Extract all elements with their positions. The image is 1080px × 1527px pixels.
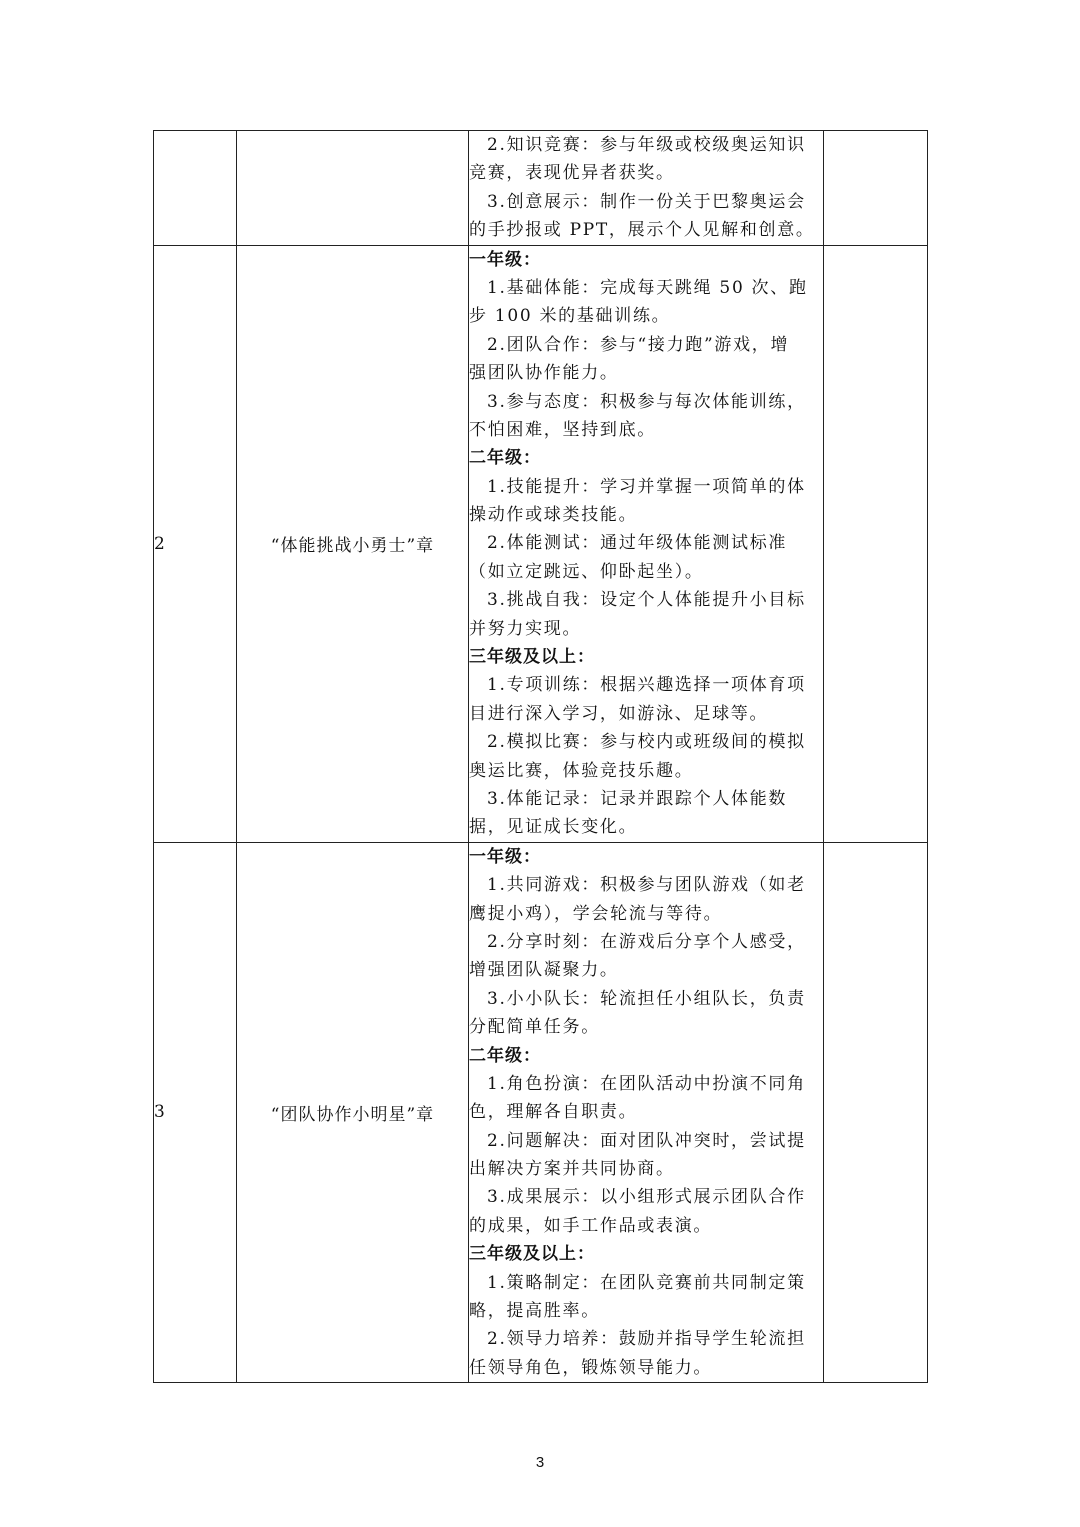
award-criteria-table (153, 130, 928, 1383)
criteria-item: 3.参与态度：积极参与每次体能训练， (487, 391, 806, 412)
page-number: 3 (535, 1454, 545, 1471)
criteria-item: 2.体能测试：通过年级体能测试标准 (487, 533, 788, 554)
criteria-item: 3.小小队长：轮流担任小组队长，负责 (487, 988, 806, 1009)
criteria-cell (469, 131, 824, 246)
criteria-item: 2.模拟比赛：参与校内或班级间的模拟 (487, 732, 806, 753)
criteria-item: 1.基础体能：完成每天跳绳 50 次、跑 (487, 277, 808, 298)
criteria-item: 1.技能提升：学习并掌握一项简单的体 (487, 476, 806, 497)
row-number-cell: 2 (154, 245, 237, 842)
badge-name-cell (237, 131, 469, 246)
criteria-item: 3.创意展示：制作一份关于巴黎奥运会 (487, 191, 806, 212)
criteria-item: 1.策略制定：在团队竞赛前共同制定策 (487, 1272, 806, 1293)
row-number-cell (154, 131, 237, 246)
criteria-item-continuation: 竞赛，表现优异者获奖。 (469, 163, 675, 184)
badge-name-cell: “体能挑战小勇士”章 (237, 245, 469, 842)
criteria-item-continuation: 操动作或球类技能。 (469, 505, 638, 526)
criteria-item-continuation: （如立定跳远、仰卧起坐）。 (469, 561, 704, 582)
grade-heading: 一年级： (469, 249, 541, 270)
criteria-item: 2.团队合作：参与“接力跑”游戏，增 (487, 334, 790, 355)
criteria-item-continuation: 的成果，如手工作品或表演。 (469, 1215, 713, 1236)
criteria-item-continuation: 不怕困难，坚持到底。 (469, 419, 656, 440)
criteria-item: 3.挑战自我：设定个人体能提升小目标 (487, 590, 806, 611)
criteria-item-continuation: 鹰捉小鸡），学会轮流与等待。 (469, 903, 723, 924)
table-row (154, 842, 928, 1382)
remarks-cell (824, 131, 928, 246)
criteria-item: 1.共同游戏：积极参与团队游戏（如老 (487, 875, 806, 896)
criteria-item-continuation: 任领导角色，锻炼领导能力。 (469, 1357, 713, 1378)
criteria-item: 3.体能记录：记录并跟踪个人体能数 (487, 788, 788, 809)
grade-heading: 二年级： (469, 1045, 541, 1066)
row-number-cell: 3 (154, 842, 237, 1382)
criteria-item-continuation: 奥运比赛，体验竞技乐趣。 (469, 760, 694, 781)
criteria-item-continuation: 分配简单任务。 (469, 1017, 600, 1038)
criteria-item-continuation: 出解决方案并共同协商。 (469, 1159, 675, 1180)
criteria-item-continuation: 目进行深入学习，如游泳、足球等。 (469, 703, 769, 724)
criteria-item-continuation: 色，理解各自职责。 (469, 1102, 638, 1123)
grade-heading: 三年级及以上： (469, 647, 595, 668)
criteria-item-continuation: 的手抄报或 PPT，展示个人见解和创意。 (469, 220, 815, 241)
criteria-item-continuation: 据，见证成长变化。 (469, 817, 638, 838)
criteria-item-continuation: 增强团队凝聚力。 (469, 960, 619, 981)
remarks-cell (824, 842, 928, 1382)
table-row (154, 245, 928, 842)
criteria-item: 2.问题解决：面对团队冲突时，尝试提 (487, 1130, 806, 1151)
criteria-item: 1.角色扮演：在团队活动中扮演不同角 (487, 1073, 806, 1094)
grade-heading: 二年级： (469, 448, 541, 469)
grade-heading: 一年级： (469, 846, 541, 867)
badge-name-cell: “团队协作小明星”章 (237, 842, 469, 1382)
criteria-item-continuation: 略，提高胜率。 (469, 1301, 600, 1322)
criteria-item: 2.领导力培养：鼓励并指导学生轮流担 (487, 1329, 806, 1350)
criteria-cell (469, 842, 824, 1382)
criteria-item-continuation: 强团队协作能力。 (469, 363, 619, 384)
criteria-item: 2.分享时刻：在游戏后分享个人感受， (487, 931, 806, 952)
criteria-cell (469, 245, 824, 842)
grade-heading: 三年级及以上： (469, 1244, 595, 1265)
remarks-cell (824, 245, 928, 842)
criteria-item: 1.专项训练：根据兴趣选择一项体育项 (487, 675, 806, 696)
criteria-item-continuation: 并努力实现。 (469, 618, 582, 639)
criteria-item: 3.成果展示：以小组形式展示团队合作 (487, 1187, 806, 1208)
criteria-item: 2.知识竞赛：参与年级或校级奥运知识 (487, 135, 806, 155)
criteria-item-continuation: 步 100 米的基础训练。 (469, 306, 671, 327)
table-row (154, 131, 928, 246)
